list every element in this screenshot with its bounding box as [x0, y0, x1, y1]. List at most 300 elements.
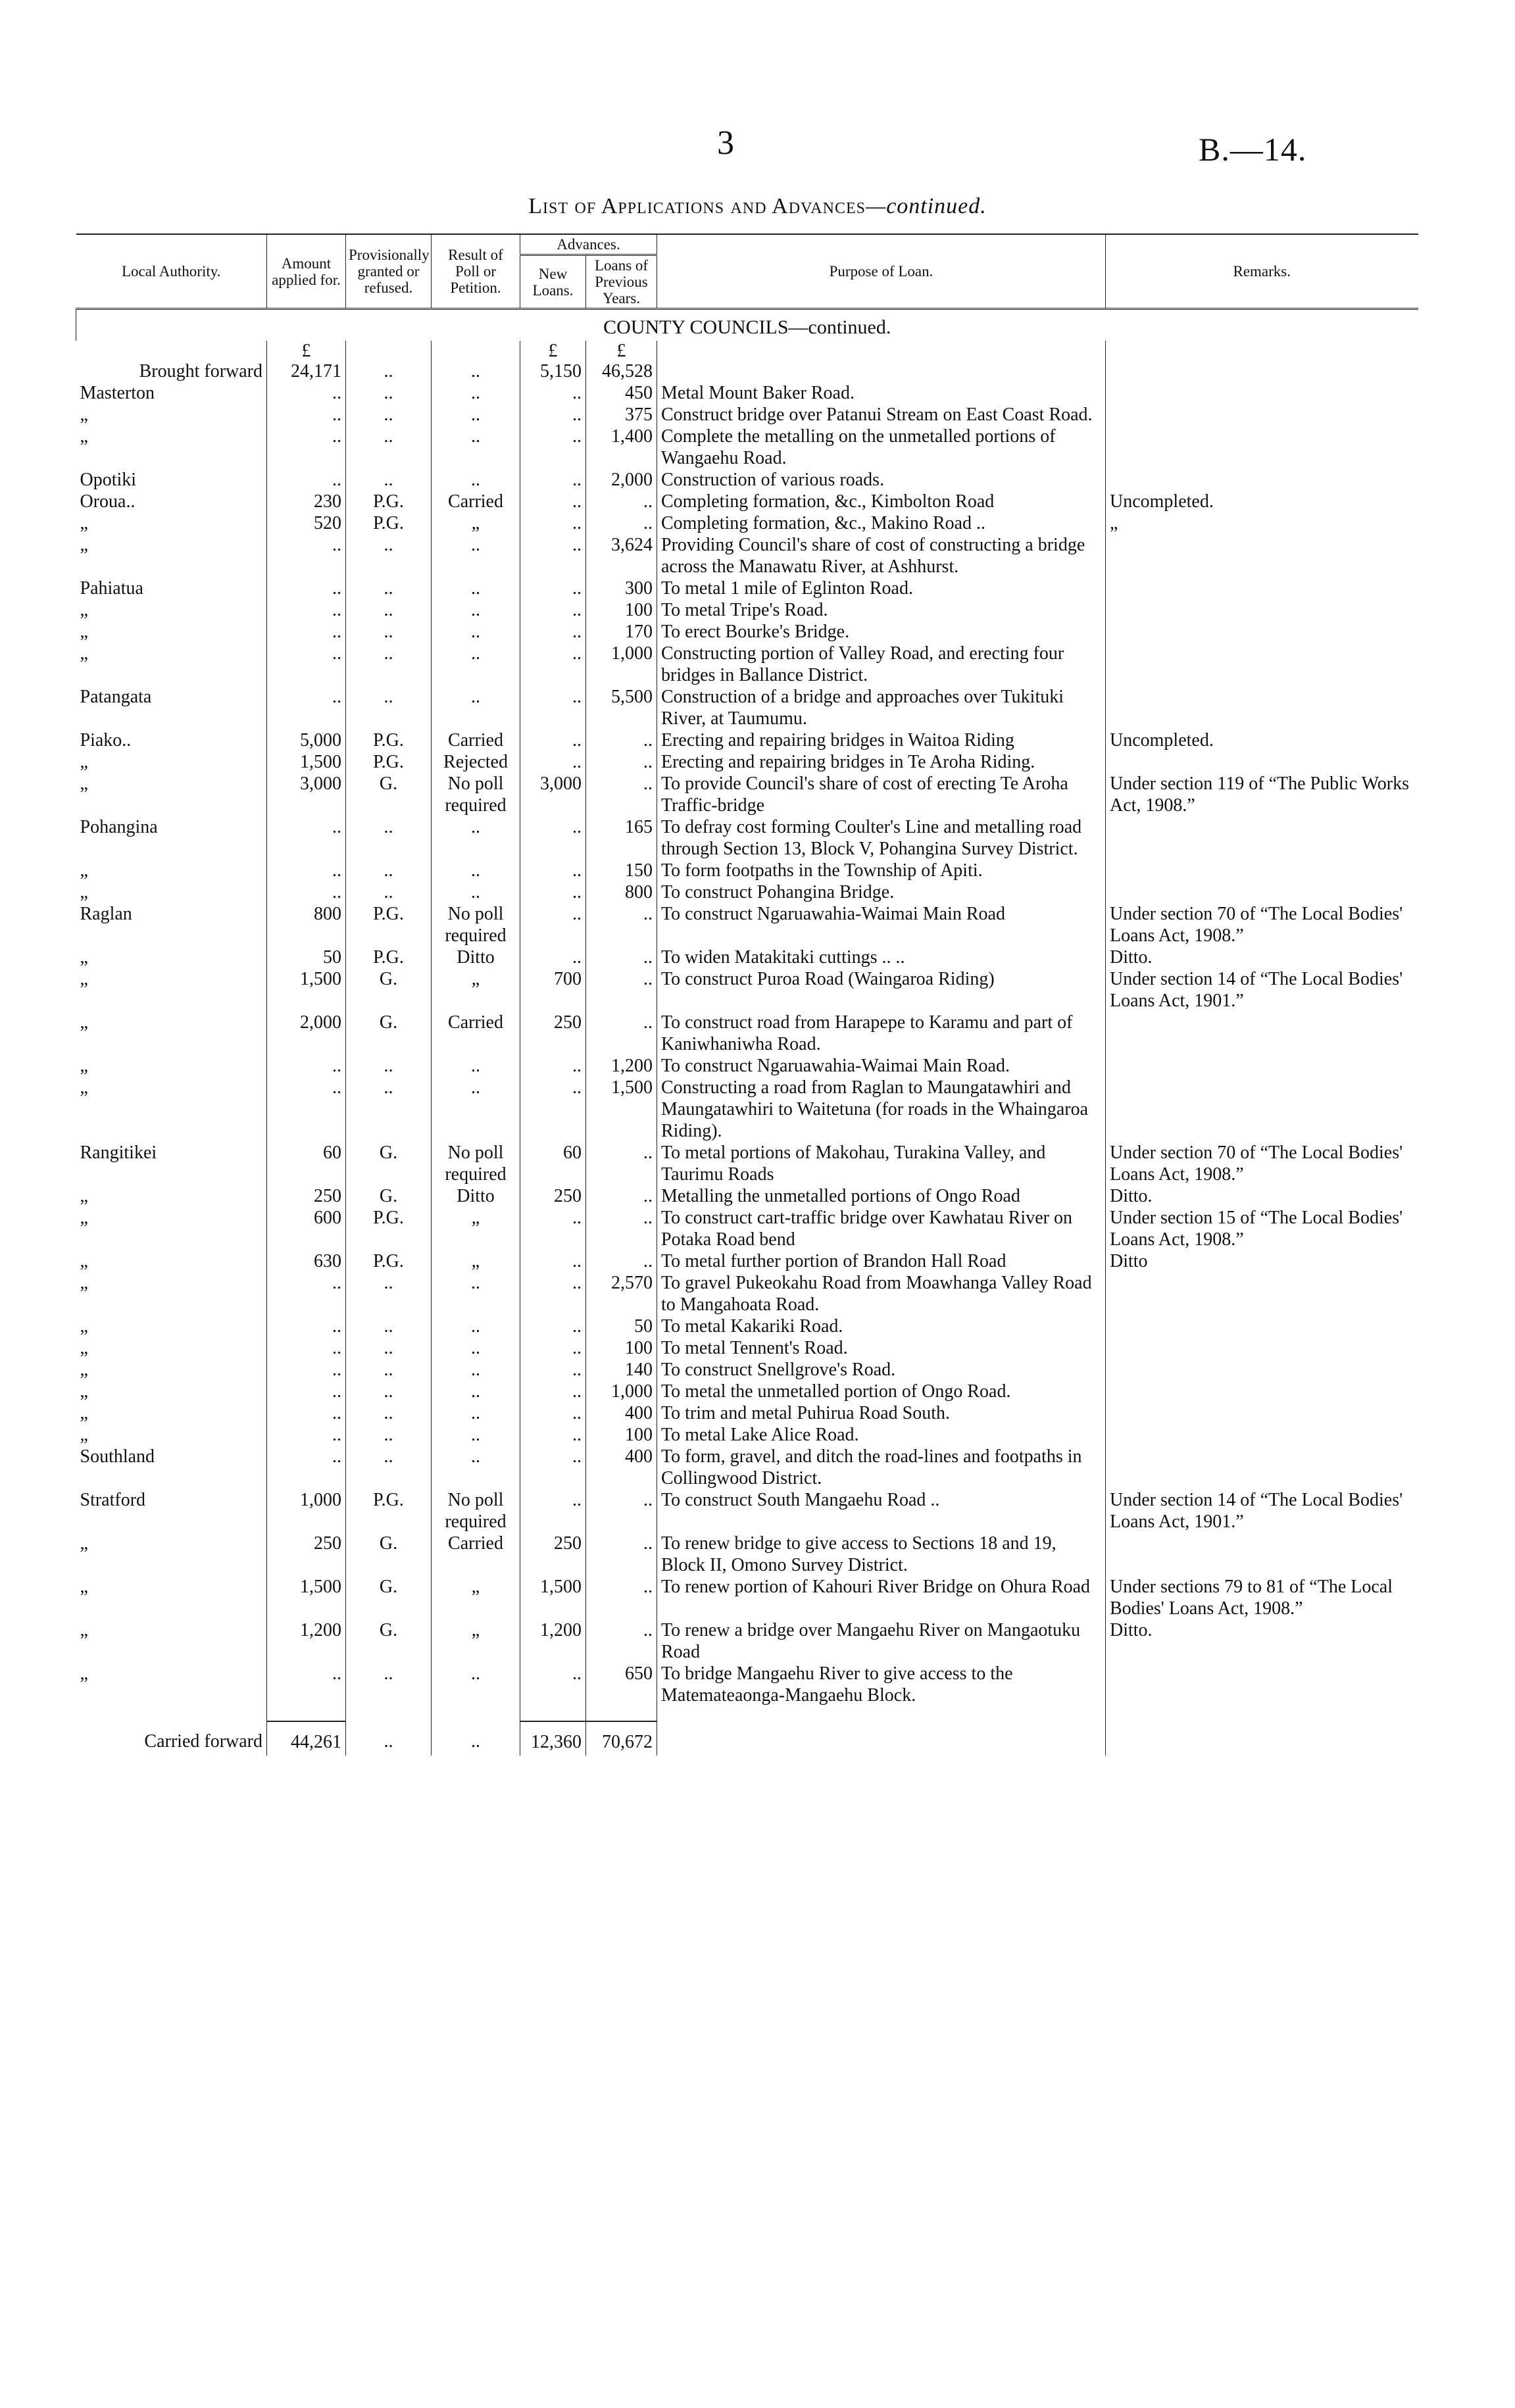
cell-purpose: To widen Matakitaki cuttings .. ..: [657, 946, 1106, 968]
cell-purpose: To construct Pohangina Bridge.: [657, 881, 1106, 903]
cell-purpose: To bridge Mangaehu River to give access to the Matemateaonga-Mangaehu Block.: [657, 1663, 1106, 1706]
cell-new-loans: ..: [520, 599, 586, 621]
cell-previous-loans: ..: [586, 1576, 657, 1619]
cell-new-loans: 700: [520, 968, 586, 1012]
cell-new-loans: ..: [520, 729, 586, 751]
cell-new-loans: ..: [520, 382, 586, 404]
currency-row: [76, 341, 1418, 360]
cell-purpose: To construct Snellgrove's Road.: [657, 1359, 1106, 1381]
cell-purpose: To metal Lake Alice Road.: [657, 1424, 1106, 1446]
cell-new-loans: 250: [520, 1012, 586, 1055]
cell-result: No poll required: [432, 903, 520, 946]
cell-new-loans: ..: [520, 512, 586, 534]
cell-authority: „: [80, 1338, 88, 1358]
table-row: [76, 621, 1418, 643]
header-result-of-poll: Result of Poll or Petition.: [432, 234, 520, 309]
cell-authority: „: [80, 1316, 88, 1337]
title-main: List of Applications and Advances: [528, 194, 866, 218]
cell-result: ..: [432, 1337, 520, 1359]
header-purpose: Purpose of Loan.: [657, 234, 1106, 309]
cell-remarks: Under section 14 of “The Local Bodies' Loans Act, 1901.”: [1106, 968, 1418, 1012]
cell-new-loans: ..: [520, 426, 586, 469]
cell-previous-loans: 50: [586, 1315, 657, 1337]
cell-new-loans: ..: [520, 621, 586, 643]
table-row: [76, 599, 1418, 621]
cell-remarks: [1106, 382, 1418, 404]
cell-result: Rejected: [432, 751, 520, 773]
table-row: [76, 881, 1418, 903]
cell-purpose: Constructing portion of Valley Road, and erecting four bridges in Ballance District.: [657, 643, 1106, 686]
cell-provisional: ..: [346, 1446, 432, 1489]
cell-previous-loans: 800: [586, 881, 657, 903]
cell-result: „: [432, 1250, 520, 1272]
cell-authority: „: [80, 513, 88, 533]
cell-previous-loans: 1,400: [586, 426, 657, 469]
cell-authority: „: [80, 1425, 88, 1445]
cell-remarks: [1106, 1381, 1418, 1402]
cell-amount: 1,000: [267, 1489, 346, 1533]
header-previous-loans: Loans of Previous Years.: [586, 255, 657, 309]
cell-new-loans: 250: [520, 1533, 586, 1576]
cell-previous-loans: 2,570: [586, 1272, 657, 1315]
brought-forward-provisional: ..: [346, 360, 432, 382]
cell-authority: „: [80, 1077, 88, 1098]
carried-forward-result: ..: [432, 1721, 520, 1756]
cell-authority: „: [80, 1360, 88, 1380]
cell-result: „: [432, 968, 520, 1012]
cell-purpose: To metal further portion of Brandon Hall Road: [657, 1250, 1106, 1272]
cell-result: ..: [432, 1315, 520, 1337]
cell-authority: „: [80, 1381, 88, 1402]
cell-provisional: ..: [346, 1381, 432, 1402]
cell-amount: ..: [267, 881, 346, 903]
cell-purpose: To construct Puroa Road (Waingaroa Riding): [657, 968, 1106, 1012]
cell-purpose: To metal Tripe's Road.: [657, 599, 1106, 621]
cell-new-loans: ..: [520, 1272, 586, 1315]
cell-result: ..: [432, 577, 520, 599]
cell-remarks: Ditto.: [1106, 946, 1418, 968]
cell-authority: Masterton: [80, 383, 155, 403]
cell-authority: „: [80, 860, 88, 881]
carried-forward-provisional: ..: [346, 1721, 432, 1756]
cell-provisional: G.: [346, 1012, 432, 1055]
applications-table: [76, 233, 1418, 1756]
cell-remarks: [1106, 1424, 1418, 1446]
cell-remarks: [1106, 621, 1418, 643]
cell-previous-loans: 1,200: [586, 1055, 657, 1077]
cell-result: ..: [432, 382, 520, 404]
cell-provisional: P.G.: [346, 512, 432, 534]
cell-previous-loans: ..: [586, 1185, 657, 1207]
cell-purpose: Construction of a bridge and approaches over Tukituki River, at Taumumu.: [657, 686, 1106, 729]
cell-new-loans: ..: [520, 491, 586, 512]
cell-amount: ..: [267, 643, 346, 686]
cell-previous-loans: ..: [586, 1012, 657, 1055]
cell-result: ..: [432, 1077, 520, 1142]
cell-amount: 50: [267, 946, 346, 968]
cell-authority: Opotiki: [80, 470, 137, 490]
cell-remarks: [1106, 534, 1418, 577]
cell-previous-loans: 165: [586, 816, 657, 860]
cell-remarks: Under section 15 of “The Local Bodies' Loans Act, 1908.”: [1106, 1207, 1418, 1250]
table-row: [76, 577, 1418, 599]
cell-remarks: [1106, 1446, 1418, 1489]
cell-amount: ..: [267, 1077, 346, 1142]
cell-result: ..: [432, 816, 520, 860]
currency-new-loans: £: [520, 341, 586, 360]
cell-authority: „: [80, 947, 88, 968]
cell-new-loans: 1,200: [520, 1619, 586, 1663]
cell-previous-loans: 400: [586, 1446, 657, 1489]
cell-amount: 1,500: [267, 968, 346, 1012]
table-row: [76, 1576, 1418, 1619]
cell-previous-loans: ..: [586, 903, 657, 946]
cell-new-loans: ..: [520, 1381, 586, 1402]
cell-authority: „: [80, 1273, 88, 1293]
cell-authority: „: [80, 882, 88, 902]
brought-forward-amount: 24,171: [267, 360, 346, 382]
cell-authority: „: [80, 1208, 88, 1228]
cell-amount: ..: [267, 1272, 346, 1315]
cell-result: ..: [432, 860, 520, 881]
cell-result: ..: [432, 1055, 520, 1077]
cell-purpose: To renew bridge to give access to Sections 18 and 19, Block II, Omono Survey District.: [657, 1533, 1106, 1576]
cell-purpose: To renew portion of Kahouri River Bridge on Ohura Road: [657, 1576, 1106, 1619]
cell-remarks: Ditto.: [1106, 1185, 1418, 1207]
brought-forward-row: [76, 360, 1418, 382]
cell-amount: 250: [267, 1533, 346, 1576]
cell-provisional: ..: [346, 1315, 432, 1337]
cell-remarks: [1106, 426, 1418, 469]
cell-provisional: ..: [346, 643, 432, 686]
cell-purpose: To form footpaths in the Township of Apiti.: [657, 860, 1106, 881]
cell-purpose: To construct road from Harapepe to Karamu and part of Kaniwhaniwha Road.: [657, 1012, 1106, 1055]
cell-purpose: Constructing a road from Raglan to Maungatawhiri and Maungatawhiri to Waitetuna (for roads in the Whaingaroa Riding).: [657, 1077, 1106, 1142]
header-amount-applied: Amount applied for.: [267, 234, 346, 309]
cell-result: „: [432, 512, 520, 534]
cell-amount: ..: [267, 426, 346, 469]
cell-new-loans: 60: [520, 1142, 586, 1185]
cell-new-loans: 1,500: [520, 1576, 586, 1619]
brought-forward-label: Brought forward: [139, 361, 262, 381]
carried-forward-amount: 44,261: [267, 1721, 346, 1756]
cell-amount: ..: [267, 1315, 346, 1337]
title-suffix: —continued.: [865, 194, 987, 218]
cell-provisional: G.: [346, 968, 432, 1012]
cell-provisional: ..: [346, 382, 432, 404]
cell-previous-loans: 300: [586, 577, 657, 599]
cell-provisional: G.: [346, 773, 432, 816]
table-row: [76, 860, 1418, 881]
cell-provisional: P.G.: [346, 903, 432, 946]
cell-amount: ..: [267, 404, 346, 426]
cell-previous-loans: 140: [586, 1359, 657, 1381]
cell-remarks: [1106, 1012, 1418, 1055]
cell-new-loans: ..: [520, 1402, 586, 1424]
cell-purpose: Erecting and repairing bridges in Waitoa Riding: [657, 729, 1106, 751]
cell-result: ..: [432, 426, 520, 469]
cell-previous-loans: 1,000: [586, 1381, 657, 1402]
section-title: COUNTY COUNCILS—continued.: [76, 309, 1418, 341]
cell-remarks: [1106, 643, 1418, 686]
cell-result: ..: [432, 1359, 520, 1381]
cell-authority: „: [80, 1251, 88, 1271]
table-row: [76, 773, 1418, 816]
cell-authority: Pahiatua: [80, 578, 143, 599]
cell-provisional: ..: [346, 1402, 432, 1424]
cell-provisional: ..: [346, 881, 432, 903]
cell-authority: Raglan: [80, 904, 132, 924]
carried-forward-label: Carried forward: [144, 1731, 262, 1752]
cell-result: „: [432, 1207, 520, 1250]
cell-amount: 1,500: [267, 1576, 346, 1619]
cell-amount: ..: [267, 577, 346, 599]
cell-previous-loans: 400: [586, 1402, 657, 1424]
cell-previous-loans: 100: [586, 599, 657, 621]
cell-provisional: ..: [346, 469, 432, 491]
cell-amount: ..: [267, 382, 346, 404]
table-row: [76, 1207, 1418, 1250]
cell-remarks: [1106, 1077, 1418, 1142]
cell-amount: ..: [267, 1446, 346, 1489]
cell-provisional: P.G.: [346, 751, 432, 773]
cell-remarks: [1106, 1337, 1418, 1359]
cell-remarks: [1106, 404, 1418, 426]
cell-result: ..: [432, 643, 520, 686]
page-number: 3: [717, 124, 734, 162]
cell-previous-loans: ..: [586, 968, 657, 1012]
cell-previous-loans: ..: [586, 729, 657, 751]
cell-amount: ..: [267, 469, 346, 491]
cell-amount: ..: [267, 1381, 346, 1402]
cell-previous-loans: 1,000: [586, 643, 657, 686]
cell-new-loans: ..: [520, 643, 586, 686]
table-row: [76, 968, 1418, 1012]
cell-previous-loans: 450: [586, 382, 657, 404]
cell-authority: „: [80, 1056, 88, 1076]
cell-purpose: To erect Bourke's Bridge.: [657, 621, 1106, 643]
cell-authority: „: [80, 405, 88, 425]
cell-amount: ..: [267, 1337, 346, 1359]
cell-result: ..: [432, 1272, 520, 1315]
cell-authority: „: [80, 622, 88, 642]
cell-result: „: [432, 1576, 520, 1619]
cell-new-loans: 250: [520, 1185, 586, 1207]
table-row: [76, 1337, 1418, 1359]
cell-authority: „: [80, 535, 88, 555]
cell-new-loans: ..: [520, 1337, 586, 1359]
cell-new-loans: ..: [520, 881, 586, 903]
cell-new-loans: ..: [520, 1663, 586, 1706]
cell-new-loans: ..: [520, 751, 586, 773]
carried-forward-previous-loans: 70,672: [586, 1721, 657, 1756]
cell-provisional: ..: [346, 1077, 432, 1142]
cell-amount: 800: [267, 903, 346, 946]
cell-previous-loans: 100: [586, 1424, 657, 1446]
table-row: [76, 404, 1418, 426]
cell-previous-loans: ..: [586, 946, 657, 968]
cell-purpose: Metalling the unmetalled portions of Ongo Road: [657, 1185, 1106, 1207]
cell-remarks: Under section 70 of “The Local Bodies' Loans Act, 1908.”: [1106, 1142, 1418, 1185]
cell-amount: 5,000: [267, 729, 346, 751]
cell-purpose: Metal Mount Baker Road.: [657, 382, 1106, 404]
cell-authority: Stratford: [80, 1490, 146, 1510]
header-remarks: Remarks.: [1106, 234, 1418, 309]
cell-result: ..: [432, 1381, 520, 1402]
cell-new-loans: ..: [520, 686, 586, 729]
cell-previous-loans: ..: [586, 1207, 657, 1250]
cell-purpose: To construct Ngaruawahia-Waimai Main Road.: [657, 1055, 1106, 1077]
cell-result: Carried: [432, 1533, 520, 1576]
carried-forward-new-loans: 12,360: [520, 1721, 586, 1756]
cell-purpose: To defray cost forming Coulter's Line and metalling road through Section 13, Block V, Pohangina Survey District.: [657, 816, 1106, 860]
cell-amount: 2,000: [267, 1012, 346, 1055]
cell-amount: ..: [267, 1402, 346, 1424]
cell-provisional: ..: [346, 860, 432, 881]
table-row: [76, 1142, 1418, 1185]
cell-authority: Southland: [80, 1446, 155, 1467]
cell-amount: ..: [267, 1424, 346, 1446]
cell-new-loans: ..: [520, 1315, 586, 1337]
table-row: [76, 1077, 1418, 1142]
cell-remarks: [1106, 1663, 1418, 1706]
cell-provisional: ..: [346, 621, 432, 643]
cell-new-loans: ..: [520, 1055, 586, 1077]
cell-purpose: Complete the metalling on the unmetalled portions of Wangaehu Road.: [657, 426, 1106, 469]
cell-authority: „: [80, 643, 88, 664]
cell-purpose: To metal Kakariki Road.: [657, 1315, 1106, 1337]
table-row: [76, 1489, 1418, 1533]
cell-previous-loans: ..: [586, 1142, 657, 1185]
cell-remarks: [1106, 1315, 1418, 1337]
cell-provisional: ..: [346, 599, 432, 621]
cell-authority: „: [80, 1663, 88, 1684]
cell-purpose: To form, gravel, and ditch the road-lines and footpaths in Collingwood District.: [657, 1446, 1106, 1489]
cell-remarks: Under section 14 of “The Local Bodies' Loans Act, 1901.”: [1106, 1489, 1418, 1533]
cell-result: ..: [432, 1663, 520, 1706]
cell-authority: Piako..: [80, 730, 132, 750]
cell-result: ..: [432, 469, 520, 491]
cell-provisional: P.G.: [346, 1250, 432, 1272]
cell-previous-loans: 650: [586, 1663, 657, 1706]
cell-provisional: ..: [346, 1424, 432, 1446]
cell-authority: „: [80, 752, 88, 772]
cell-purpose: To construct Ngaruawahia-Waimai Main Road: [657, 903, 1106, 946]
cell-result: Carried: [432, 491, 520, 512]
cell-provisional: G.: [346, 1619, 432, 1663]
table-row: [76, 816, 1418, 860]
cell-purpose: Construct bridge over Patanui Stream on East Coast Road.: [657, 404, 1106, 426]
cell-provisional: ..: [346, 404, 432, 426]
cell-amount: ..: [267, 621, 346, 643]
cell-remarks: [1106, 816, 1418, 860]
cell-new-loans: ..: [520, 577, 586, 599]
cell-purpose: To metal the unmetalled portion of Ongo Road.: [657, 1381, 1106, 1402]
cell-remarks: Under section 119 of “The Public Works Act, 1908.”: [1106, 773, 1418, 816]
cell-result: Ditto: [432, 946, 520, 968]
cell-remarks: [1106, 686, 1418, 729]
cell-new-loans: ..: [520, 1207, 586, 1250]
cell-purpose: Completing formation, &c., Makino Road ..: [657, 512, 1106, 534]
cell-provisional: ..: [346, 1337, 432, 1359]
cell-previous-loans: 100: [586, 1337, 657, 1359]
table-row: [76, 1619, 1418, 1663]
cell-amount: ..: [267, 1359, 346, 1381]
cell-provisional: G.: [346, 1185, 432, 1207]
cell-authority: „: [80, 1577, 88, 1597]
cell-remarks: Ditto: [1106, 1250, 1418, 1272]
cell-new-loans: ..: [520, 1446, 586, 1489]
cell-result: ..: [432, 599, 520, 621]
table-row: [76, 946, 1418, 968]
cell-amount: ..: [267, 599, 346, 621]
cell-previous-loans: ..: [586, 751, 657, 773]
cell-provisional: ..: [346, 1272, 432, 1315]
table-row: [76, 1359, 1418, 1381]
table-row: [76, 1250, 1418, 1272]
table-row: [76, 469, 1418, 491]
cell-previous-loans: 375: [586, 404, 657, 426]
cell-amount: ..: [267, 860, 346, 881]
cell-purpose: To gravel Pukeokahu Road from Moawhanga Valley Road to Mangahoata Road.: [657, 1272, 1106, 1315]
cell-remarks: [1106, 577, 1418, 599]
cell-authority: „: [80, 1533, 88, 1554]
cell-remarks: [1106, 751, 1418, 773]
cell-purpose: Construction of various roads.: [657, 469, 1106, 491]
cell-purpose: To renew a bridge over Mangaehu River on Mangaotuku Road: [657, 1619, 1106, 1663]
cell-amount: 520: [267, 512, 346, 534]
cell-previous-loans: ..: [586, 1619, 657, 1663]
cell-purpose: To trim and metal Puhirua Road South.: [657, 1402, 1106, 1424]
cell-amount: 1,200: [267, 1619, 346, 1663]
cell-amount: ..: [267, 534, 346, 577]
cell-provisional: ..: [346, 816, 432, 860]
table-row: [76, 1315, 1418, 1337]
cell-result: ..: [432, 1402, 520, 1424]
carried-forward-row: [76, 1721, 1418, 1756]
cell-purpose: To metal 1 mile of Eglinton Road.: [657, 577, 1106, 599]
cell-remarks: [1106, 1402, 1418, 1424]
cell-amount: ..: [267, 1055, 346, 1077]
cell-authority: „: [80, 1012, 88, 1033]
cell-remarks: [1106, 469, 1418, 491]
cell-new-loans: ..: [520, 816, 586, 860]
cell-authority: Patangata: [80, 687, 152, 707]
table-row: [76, 1446, 1418, 1489]
cell-amount: ..: [267, 816, 346, 860]
cell-provisional: ..: [346, 1055, 432, 1077]
cell-provisional: G.: [346, 1576, 432, 1619]
cell-result: No poll required: [432, 1142, 520, 1185]
cell-purpose: Erecting and repairing bridges in Te Aroha Riding.: [657, 751, 1106, 773]
cell-amount: 60: [267, 1142, 346, 1185]
brought-forward-result: ..: [432, 360, 520, 382]
cell-result: Carried: [432, 729, 520, 751]
cell-purpose: To provide Council's share of cost of erecting Te Aroha Traffic-bridge: [657, 773, 1106, 816]
cell-remarks: [1106, 881, 1418, 903]
cell-remarks: Uncompleted.: [1106, 491, 1418, 512]
cell-remarks: Ditto.: [1106, 1619, 1418, 1663]
cell-new-loans: ..: [520, 903, 586, 946]
cell-new-loans: ..: [520, 404, 586, 426]
cell-provisional: P.G.: [346, 1207, 432, 1250]
cell-provisional: P.G.: [346, 491, 432, 512]
cell-remarks: [1106, 1055, 1418, 1077]
cell-remarks: [1106, 599, 1418, 621]
cell-result: Carried: [432, 1012, 520, 1055]
cell-new-loans: ..: [520, 469, 586, 491]
document-code: B.—14.: [1199, 131, 1307, 168]
